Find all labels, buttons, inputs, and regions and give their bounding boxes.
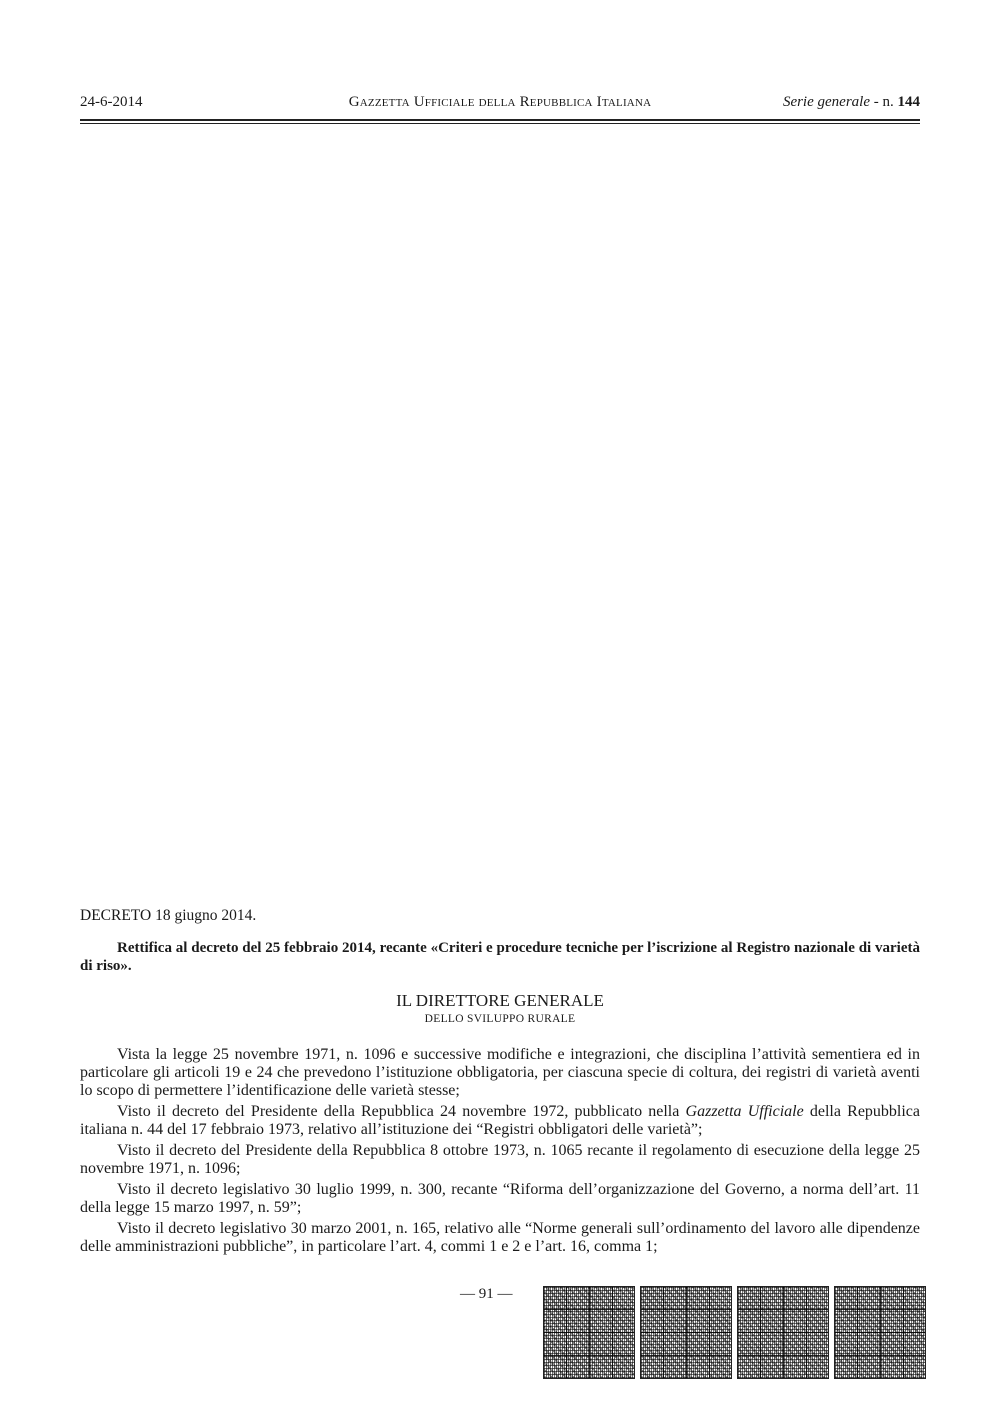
paragraph-2 <box>80 1103 920 1139</box>
datamatrix-code-2 <box>640 1286 732 1379</box>
authority-title: IL DIRETTORE GENERALE <box>396 991 604 1010</box>
page-number: — 91 — <box>460 1286 513 1302</box>
gazette-title: Gazzetta Ufficiale della Repubblica Italiana <box>348 94 652 110</box>
decree-subject: Rettifica al decreto del 25 febbraio 2014, recante «Criteri e procedure tecniche per l’iscrizione al Registro nazionale di varietà di riso». <box>80 940 920 974</box>
serie-separator: - n. <box>870 94 898 110</box>
datamatrix-codes <box>543 1286 928 1379</box>
paragraph-1: Vista la legge 25 novembre 1971, n. 1096 e successive modifiche e integrazioni, che disciplina l’attività sementiera ed in particolare gli articoli 19 e 24 che prevedono l’istituzione obbligatoria, per ciascuna specie di coltura, dei registri di varietà aventi lo scopo di permettere l’identificazione delle varietà stesse; <box>80 1046 920 1099</box>
datamatrix-code-3 <box>737 1286 829 1379</box>
paragraph-2-before: Visto il decreto del Presidente della Repubblica 24 novembre 1972, pubblicato nella <box>117 1103 686 1120</box>
datamatrix-code-4 <box>834 1286 926 1379</box>
paragraph-2-after: della Repubblica italiana n. 44 del 17 febbraio 1973, relativo all’istituzione dei “Registri obbligatori delle varietà”; <box>80 1103 921 1138</box>
paragraph-4: Visto il decreto legislativo 30 luglio 1999, n. 300, recante “Riforma dell’organizzazione del Governo, a norma dell’art. 11 della legge 15 marzo 1997, n. 59”; <box>80 1181 920 1216</box>
header-rule-thick <box>80 119 920 121</box>
datamatrix-code-1 <box>543 1286 635 1379</box>
serie-info <box>783 94 920 111</box>
paragraph-3: Visto il decreto del Presidente della Repubblica 8 ottobre 1973, n. 1065 recante il regolamento di esecuzione della legge 25 novembre 1971, n. 1096; <box>80 1142 920 1177</box>
authority-subtitle <box>80 1013 920 1025</box>
authority-subtitle-text: DELLO SVILUPPO RURALE <box>424 1013 576 1025</box>
decree-heading: DECRETO 18 giugno 2014. <box>80 907 257 924</box>
header-rule-thin <box>80 123 920 124</box>
issue-date: 24-6-2014 <box>80 94 143 110</box>
decree-body <box>80 1046 920 1259</box>
paragraph-5: Visto il decreto legislativo 30 marzo 2001, n. 165, relativo alle “Norme generali sull’ordinamento del lavoro alle dipendenze delle amministrazioni pubbliche”, in particolare l’art. 4, commi 1 e 2 e l’art. 16, comma 1; <box>80 1220 920 1255</box>
serie-number: 144 <box>897 94 920 110</box>
page-header <box>80 94 920 114</box>
paragraph-2-italic: Gazzetta Ufficiale <box>685 1103 804 1120</box>
serie-label: Serie generale <box>782 94 870 110</box>
